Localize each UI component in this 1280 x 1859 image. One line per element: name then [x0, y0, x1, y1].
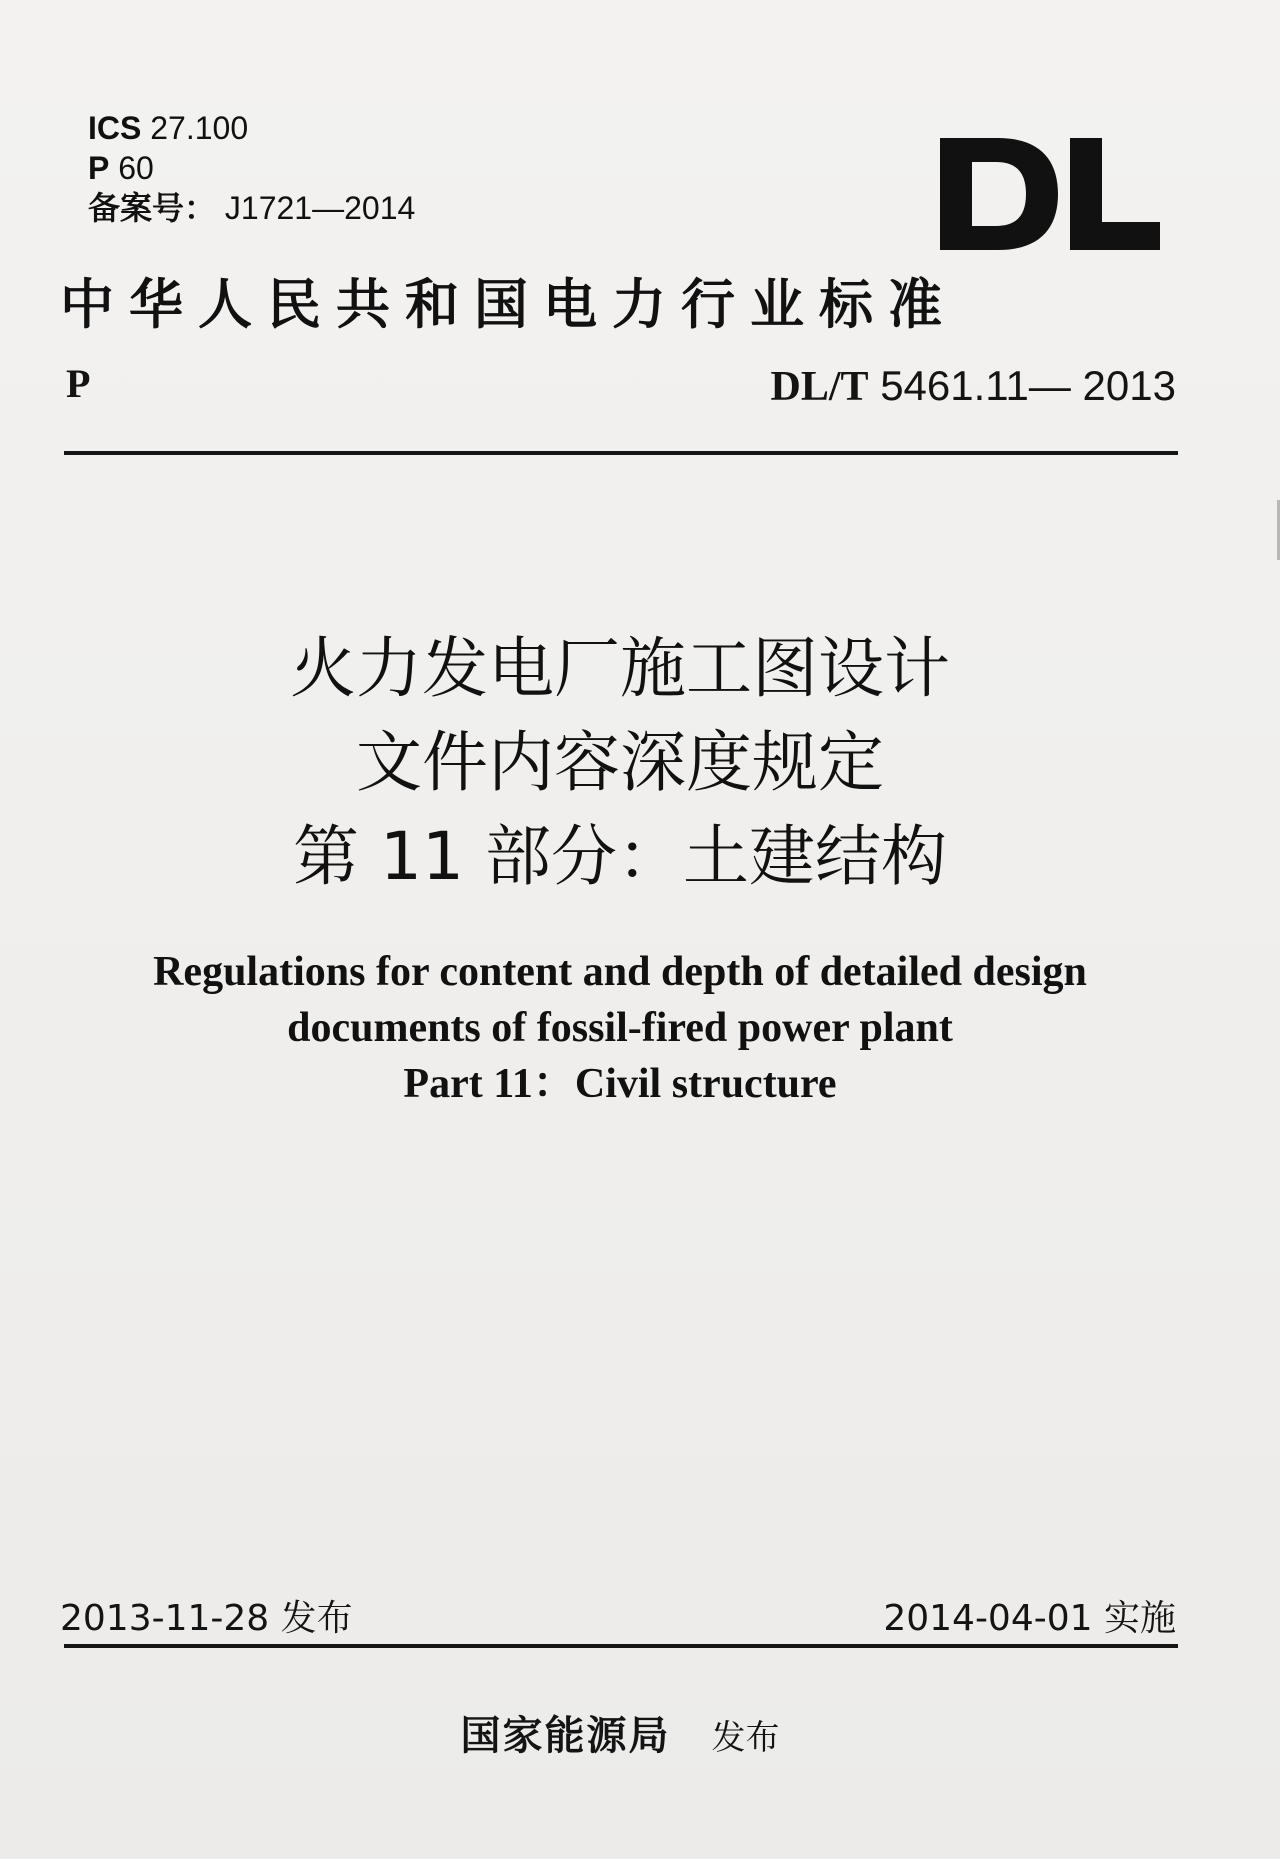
english-title-line-3: Part 11：Civil structure [403, 1061, 837, 1107]
standard-number [770, 362, 1176, 411]
organization-title: 中华人民共和国电力行业标准 [60, 272, 957, 336]
publisher [0, 1704, 1240, 1761]
chinese-title-line-1: 火力发电厂施工图设计 [290, 630, 950, 707]
class-code: P [66, 361, 91, 406]
chinese-title-line-2: 文件内容深度规定 [356, 724, 884, 801]
publisher-suffix: 发布 [711, 1718, 780, 1758]
ics-value: 27.100 [150, 110, 249, 146]
record-value: J1721—2014 [224, 190, 416, 226]
footer-divider [64, 1644, 1178, 1648]
chinese-title-line-3: 第 11 部分：土建结构 [293, 818, 947, 895]
standard-code: 5461.11— 2013 [880, 362, 1176, 409]
dl-logo-d [940, 138, 1058, 250]
dl-logo-l [1070, 138, 1160, 250]
ics-label: ICS [88, 110, 142, 146]
standard-prefix: DL/T [770, 364, 869, 410]
record-label: 备案号： [88, 190, 217, 226]
dl-logo [940, 138, 1160, 250]
ics-line [88, 108, 415, 148]
p-value: 60 [118, 150, 154, 186]
classification-block [88, 108, 415, 228]
header-divider [64, 451, 1178, 455]
chinese-title [0, 622, 1240, 904]
p-label: P [88, 150, 110, 186]
p-line [88, 148, 415, 188]
english-title-line-2: documents of fossil-fired power plant [287, 1005, 953, 1051]
english-title-line-1: Regulations for content and depth of detailed design [153, 949, 1087, 995]
publisher-name: 国家能源局 [460, 1712, 671, 1759]
effective-date: 2014-04-01 实施 [883, 1598, 1176, 1639]
issue-date: 2013-11-28 发布 [60, 1598, 353, 1639]
english-title [0, 944, 1240, 1112]
record-line [88, 188, 415, 228]
